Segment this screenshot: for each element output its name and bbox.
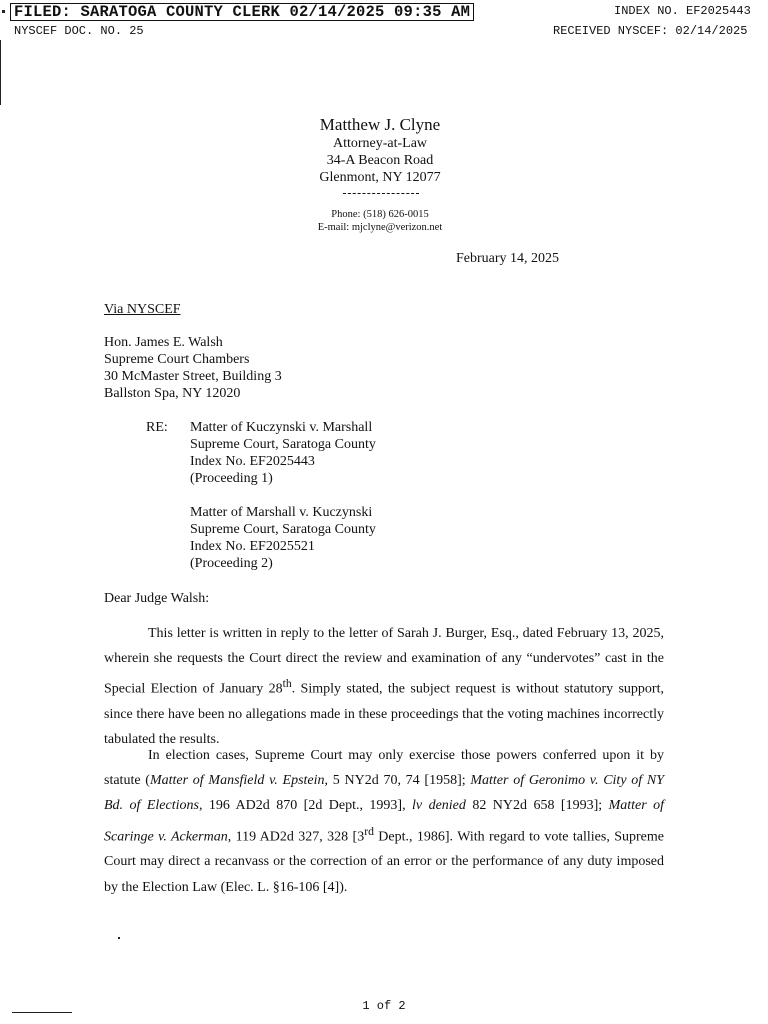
superscript: th <box>282 677 292 691</box>
case-citation: Matter of Scaringe v. Ackerman <box>104 798 664 845</box>
scan-dot <box>118 937 120 939</box>
re-matter-1 <box>190 419 376 487</box>
re-line: Matter of Marshall v. Kuczynski <box>190 505 373 520</box>
paragraph-text: This letter is written in reply to the letter of Sarah J. Burger, Esq., dated February 13, 2025, wherein she requests the Court direct the review and examination of any “undervotes” cast in the Special Election of January 28 <box>104 626 664 698</box>
recipient-line: Supreme Court Chambers <box>104 352 250 367</box>
re-label: RE: <box>146 420 168 435</box>
letter-date: February 14, 2025 <box>456 251 560 266</box>
received-nyscef: RECEIVED NYSCEF: 02/14/2025 <box>553 24 748 38</box>
body-paragraph-2 <box>104 743 664 900</box>
letterhead-email: E-mail: mjclyne@verizon.net <box>317 222 443 233</box>
salutation: Dear Judge Walsh: <box>104 591 210 606</box>
body-paragraph-1 <box>104 621 664 753</box>
letterhead-name: Matthew J. Clyne <box>319 115 441 134</box>
paragraph-text: . Simply stated, the subject request is without statutory support, since there have been no allegations made in these proceedings that the voting machines incorrectly tabulated the results. <box>104 682 664 748</box>
nyscef-doc-number: NYSCEF DOC. NO. 25 <box>14 24 144 38</box>
paragraph-text: , 5 NY2d 70, 74 [1958]; <box>324 773 471 789</box>
scan-mark <box>2 10 5 13</box>
recipient-line: Hon. James E. Walsh <box>104 335 223 350</box>
filed-stamp: FILED: SARATOGA COUNTY CLERK 02/14/2025 09:35 AM <box>10 3 474 21</box>
re-line: Matter of Kuczynski v. Marshall <box>190 420 373 435</box>
re-matter-2 <box>190 504 376 572</box>
paragraph-text: , 196 AD2d 870 [2d Dept., 1993], <box>198 798 413 814</box>
recipient-line: Ballston Spa, NY 12020 <box>104 386 241 401</box>
paragraph-text: Dept., 1986]. With regard to vote tallies, Supreme Court may direct a recanvass or the correction of an error or the performance of any duty imposed by the Election Law (Elec. L. §16-106 [4]). <box>104 829 664 895</box>
superscript: rd <box>364 824 374 838</box>
paragraph-text: , 119 AD2d 327, 328 [3 <box>227 829 365 845</box>
case-citation: Matter of Mansfield v. Epstein <box>149 773 325 789</box>
re-line: Index No. EF2025521 <box>190 539 315 554</box>
letterhead-divider <box>343 193 419 194</box>
paragraph-text: 82 NY2d 658 [1993]; <box>465 798 609 814</box>
paragraph-text: In election cases, Supreme Court may only exercise those powers conferred upon it by statute ( <box>104 748 664 789</box>
re-line: (Proceeding 1) <box>190 471 273 486</box>
re-line: Supreme Court, Saratoga County <box>190 437 376 452</box>
index-number: INDEX NO. EF2025443 <box>614 4 751 18</box>
case-citation: Matter of Geronimo v. City of NY Bd. of Elections <box>104 773 665 814</box>
page-number: 1 of 2 <box>362 999 406 1013</box>
recipient-line: 30 McMaster Street, Building 3 <box>104 369 282 384</box>
re-line: (Proceeding 2) <box>190 556 273 571</box>
re-line: Supreme Court, Saratoga County <box>190 522 376 537</box>
letterhead-title: Attorney-at-Law <box>332 136 428 151</box>
letterhead-address-line2: Glenmont, NY 12077 <box>319 170 441 185</box>
letterhead-address-line1: 34-A Beacon Road <box>326 153 434 168</box>
letterhead-phone: Phone: (518) 626-0015 <box>331 209 429 220</box>
case-citation: lv denied <box>412 798 466 814</box>
recipient-address <box>104 334 282 402</box>
scan-edge <box>0 40 1 105</box>
delivery-method: Via NYSCEF <box>104 302 181 317</box>
re-line: Index No. EF2025443 <box>190 454 315 469</box>
